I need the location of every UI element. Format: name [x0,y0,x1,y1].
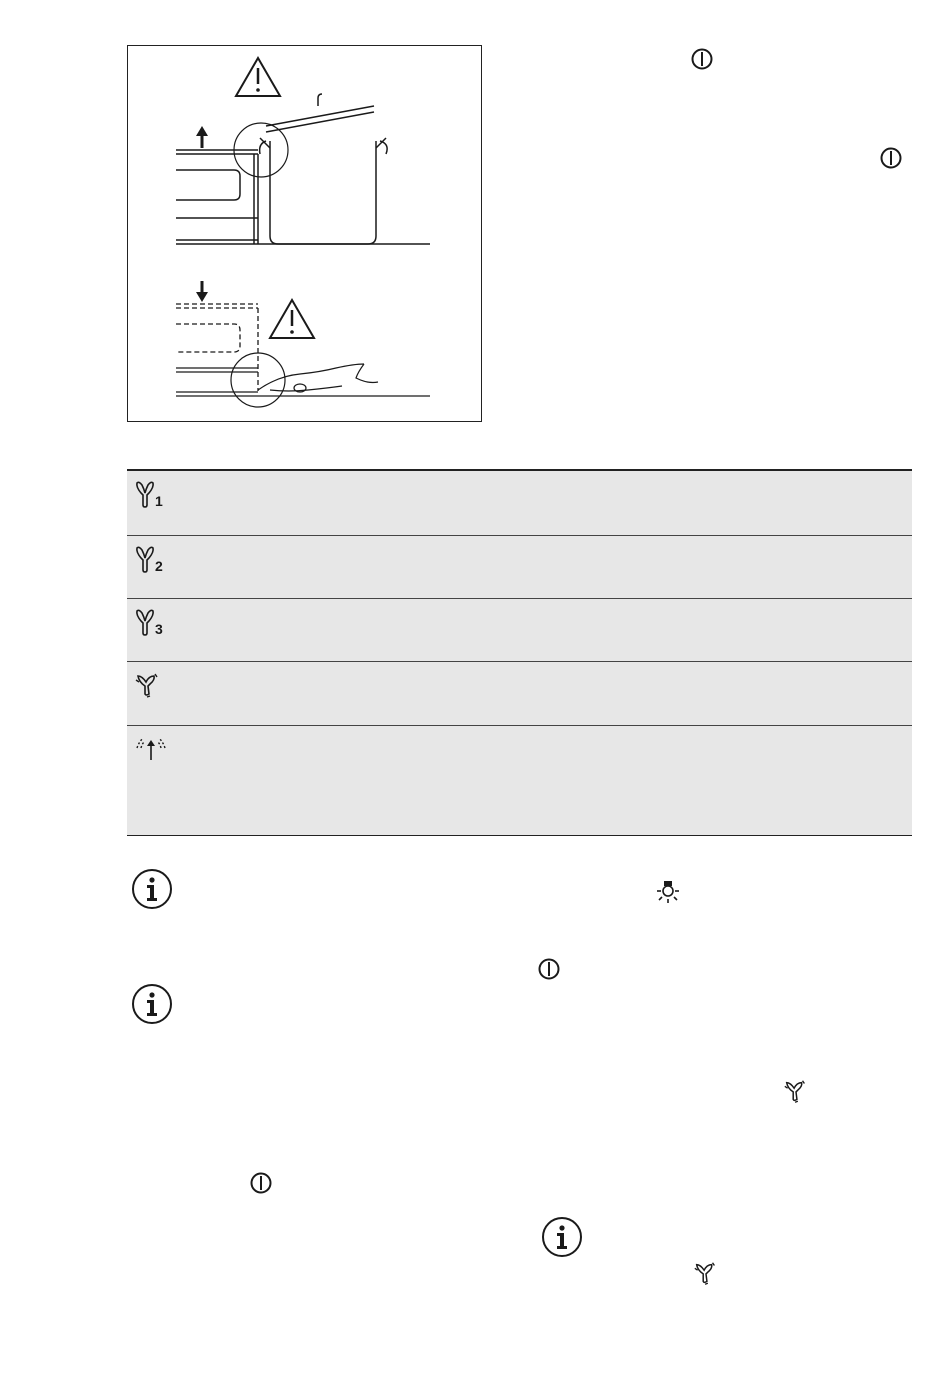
fan-boost-icon [782,1077,810,1105]
steam-icon [133,734,169,764]
power-icon [879,146,903,170]
svg-text:2: 2 [155,558,163,574]
fan-speed-1-icon [133,479,169,509]
fan-speed-table [127,469,912,836]
info-icon [131,868,173,910]
power-icon [249,1171,273,1195]
table-row [127,661,912,725]
power-icon [690,47,714,71]
warning-triangle-icon [270,300,314,338]
pot-hob-diagram [128,46,483,423]
table-row [127,725,912,835]
hob-edge-upper [176,150,430,244]
fan-boost-icon [692,1259,720,1287]
table-row [127,598,912,661]
svg-text:1: 1 [155,493,163,509]
hand-icon [258,364,378,392]
table-row [127,471,912,535]
arrow-down-icon [196,281,208,302]
safety-illustration [127,45,482,422]
light-icon [655,878,681,904]
warning-triangle-icon [236,58,280,96]
info-icon [541,1216,583,1258]
power-icon [537,957,561,981]
table-row [127,535,912,598]
fan-speed-2-icon [133,544,169,574]
svg-text:3: 3 [155,621,163,637]
fan-boost-icon [133,670,163,700]
info-icon [131,983,173,1025]
fan-speed-3-icon [133,607,169,637]
arrow-up-icon [196,126,208,148]
pot-icon [260,94,388,244]
